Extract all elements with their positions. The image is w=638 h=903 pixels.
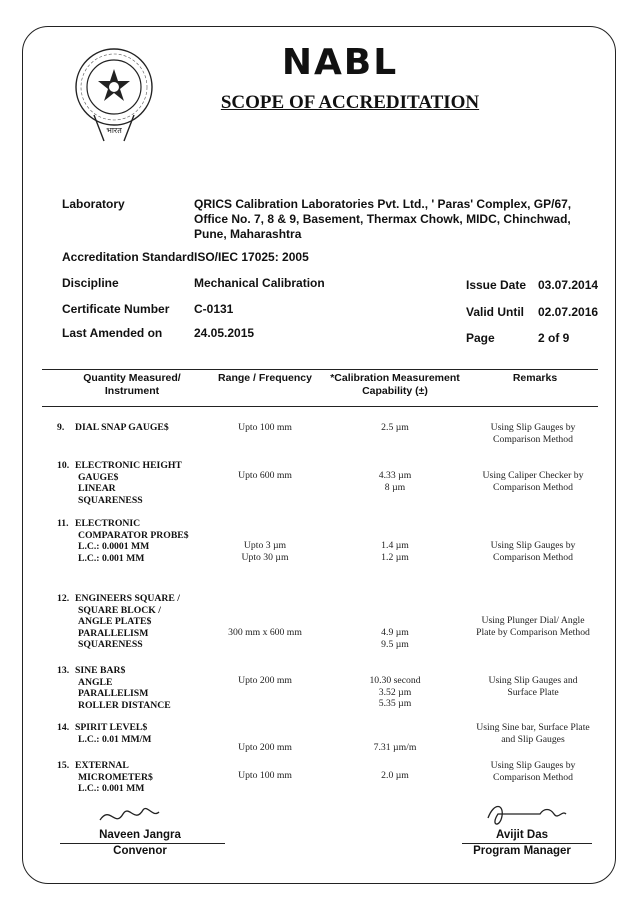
row-range-line: Upto 30 µm: [241, 551, 289, 563]
row-capability: [350, 470, 440, 493]
row-remarks-line: Comparison Method: [493, 433, 573, 445]
row-instrument-line: SPIRIT LEVEL$: [75, 722, 148, 733]
nabl-logo: NABL: [281, 42, 399, 83]
row-instrument-line: SQUARE BLOCK /: [78, 604, 161, 616]
row-remarks-line: Using Slip Gauges by: [490, 540, 576, 551]
page-border: [22, 26, 616, 884]
standard-label: Accreditation Standard: [62, 250, 195, 264]
row-instrument-line: MICROMETER$: [78, 771, 153, 783]
row-capability: [350, 540, 440, 563]
valid-until-label: Valid Until: [466, 305, 525, 319]
valid-until-value: 02.07.2016: [538, 305, 599, 319]
row-range-line: 300 mm x 600 mm: [228, 627, 302, 638]
row-instrument-line: ROLLER DISTANCE: [78, 699, 171, 711]
row-remarks-line: Plate by Comparison Method: [476, 626, 590, 638]
row-instrument-line: L.C.: 0.001 MM: [78, 552, 145, 564]
row-number: 15.: [57, 760, 70, 771]
row-capability: [350, 627, 440, 650]
issue-date-value: 03.07.2014: [538, 278, 599, 292]
signature-right-role: Program Manager: [473, 845, 571, 857]
row-capability: [350, 675, 440, 710]
row-remarks-line: Using Caliper Checker by: [482, 470, 584, 481]
row-remarks-line: Using Slip Gauges by: [490, 760, 576, 771]
row-instrument-line: SQUARENESS: [78, 639, 143, 650]
row-number: 11.: [57, 518, 69, 529]
row-range: [210, 675, 320, 687]
signature-left-line: [60, 843, 225, 844]
row-instrument-line: ENGINEERS SQUARE /: [75, 593, 180, 604]
row-remarks: [458, 615, 608, 638]
row-capability: [350, 742, 440, 754]
signature-left-name: Naveen Jangra: [99, 829, 181, 841]
row-instrument-line: ANGLE: [78, 676, 113, 688]
header-quantity: Quantity Measured/ Instrument: [83, 372, 181, 397]
row-capability-line: 7.31 µm/m: [373, 742, 417, 753]
amended-value: 24.05.2015: [194, 326, 255, 340]
row-instrument-line: GAUGE$: [78, 471, 119, 483]
row-capability-line: 10.30 second: [369, 675, 421, 686]
row-capability: [350, 770, 440, 782]
row-number: 14.: [57, 722, 70, 733]
row-instrument-line: COMPARATOR PROBE$: [78, 529, 189, 541]
table-row-instrument: [57, 665, 171, 711]
row-number: 9.: [57, 422, 65, 433]
row-instrument-line: LINEAR: [78, 483, 116, 494]
certificate-label: Certificate Number: [62, 302, 170, 316]
row-remarks: [458, 422, 608, 445]
table-row-instrument: [57, 422, 169, 434]
row-instrument-line: PARALLELISM: [78, 627, 149, 639]
row-range-line: Upto 200 mm: [238, 675, 292, 686]
row-range: [210, 742, 320, 754]
row-capability-line: 4.33 µm: [378, 470, 412, 481]
discipline-label: Discipline: [62, 276, 119, 290]
row-range-line: Upto 100 mm: [238, 422, 292, 433]
seal-text: भारत: [106, 126, 122, 135]
standard-value: ISO/IEC 17025: 2005: [194, 250, 309, 264]
row-instrument-line: L.C.: 0.0001 MM: [78, 541, 150, 552]
document-title: SCOPE OF ACCREDITATION: [220, 92, 480, 113]
row-remarks: [458, 540, 608, 563]
header-range: Range / Frequency: [218, 372, 312, 384]
amended-label: Last Amended on: [62, 326, 163, 340]
row-remarks: [458, 470, 608, 493]
row-range: [210, 770, 320, 782]
row-remarks: [458, 722, 608, 745]
header-capability: *Calibration Measurement Capability (±): [330, 372, 460, 397]
row-instrument-line: DIAL SNAP GAUGE$: [75, 422, 169, 433]
table-top-rule: [42, 369, 598, 370]
page-label: Page: [466, 331, 495, 345]
row-capability-line: 2.0 µm: [381, 770, 409, 781]
nabl-seal-icon: [68, 45, 160, 145]
row-range: [210, 470, 320, 482]
row-instrument-line: PARALLELISM: [78, 688, 149, 699]
row-capability-line: 1.2 µm: [381, 551, 409, 563]
row-capability-line: 2.5 µm: [381, 422, 409, 433]
row-remarks-line: Using Slip Gauges by: [490, 422, 576, 433]
signature-left-role: Convenor: [113, 845, 167, 857]
row-remarks: [458, 675, 608, 698]
row-range-line: Upto 600 mm: [238, 470, 292, 481]
row-remarks-line: Comparison Method: [493, 551, 573, 563]
row-instrument-line: SQUARENESS: [78, 494, 143, 506]
row-instrument-line: ANGLE PLATE$: [78, 616, 152, 627]
row-range-line: Upto 3 µm: [243, 540, 287, 551]
laboratory-value: QRICS Calibration Laboratories Pvt. Ltd., ' Paras' Complex, GP/67, Office No. 7, 8 & 9, Basement, Thermax Chowk, MIDC, Chinchwad, Pune, Maharashtra: [194, 197, 572, 241]
issue-date-label: Issue Date: [466, 278, 527, 292]
row-range: [210, 627, 320, 639]
row-instrument-line: L.C.: 0.01 MM/M: [78, 733, 152, 745]
row-range: [210, 540, 320, 563]
table-row-instrument: [57, 460, 182, 506]
discipline-value: Mechanical Calibration: [194, 276, 325, 290]
table-header-rule: [42, 406, 598, 407]
row-remarks-line: and Slip Gauges: [501, 733, 565, 745]
row-capability-line: 5.35 µm: [378, 698, 412, 709]
row-number: 13.: [57, 665, 70, 676]
row-capability-line: 3.52 µm: [378, 686, 412, 698]
row-remarks-line: Comparison Method: [493, 481, 573, 493]
table-row-instrument: [57, 760, 153, 795]
table-row-instrument: [57, 722, 151, 745]
signature-right-icon: [480, 800, 570, 830]
signature-right-name: Avijit Das: [496, 829, 548, 841]
row-capability: [350, 422, 440, 434]
page-value: 2 of 9: [538, 331, 570, 345]
row-range: [210, 422, 320, 434]
row-instrument-line: ELECTRONIC HEIGHT: [75, 460, 182, 471]
signature-right-line: [462, 843, 592, 844]
row-capability-line: 8 µm: [384, 481, 406, 493]
row-remarks-line: Using Slip Gauges and: [488, 675, 578, 686]
header-remarks: Remarks: [512, 372, 558, 384]
row-instrument-line: L.C.: 0.001 MM: [78, 783, 145, 794]
table-row-instrument: [57, 518, 189, 564]
row-range-line: Upto 200 mm: [238, 742, 292, 753]
row-remarks-line: Using Plunger Dial/ Angle: [481, 615, 585, 626]
row-instrument-line: ELECTRONIC: [75, 518, 141, 529]
signature-left-icon: [95, 800, 165, 830]
row-capability-line: 9.5 µm: [381, 638, 409, 650]
row-remarks-line: Comparison Method: [493, 771, 573, 783]
row-instrument-line: EXTERNAL: [75, 760, 129, 771]
row-instrument-line: SINE BAR$: [75, 665, 126, 676]
laboratory-label: Laboratory: [62, 197, 125, 211]
row-remarks: [458, 760, 608, 783]
row-capability-line: 4.9 µm: [381, 627, 409, 638]
row-number: 12.: [57, 593, 70, 604]
row-range-line: Upto 100 mm: [238, 770, 292, 781]
row-number: 10.: [57, 460, 70, 471]
row-capability-line: 1.4 µm: [381, 540, 409, 551]
row-remarks-line: Using Sine bar, Surface Plate: [476, 722, 590, 733]
table-row-instrument: [57, 593, 180, 651]
row-remarks-line: Surface Plate: [507, 686, 559, 698]
certificate-value: C-0131: [194, 302, 234, 316]
